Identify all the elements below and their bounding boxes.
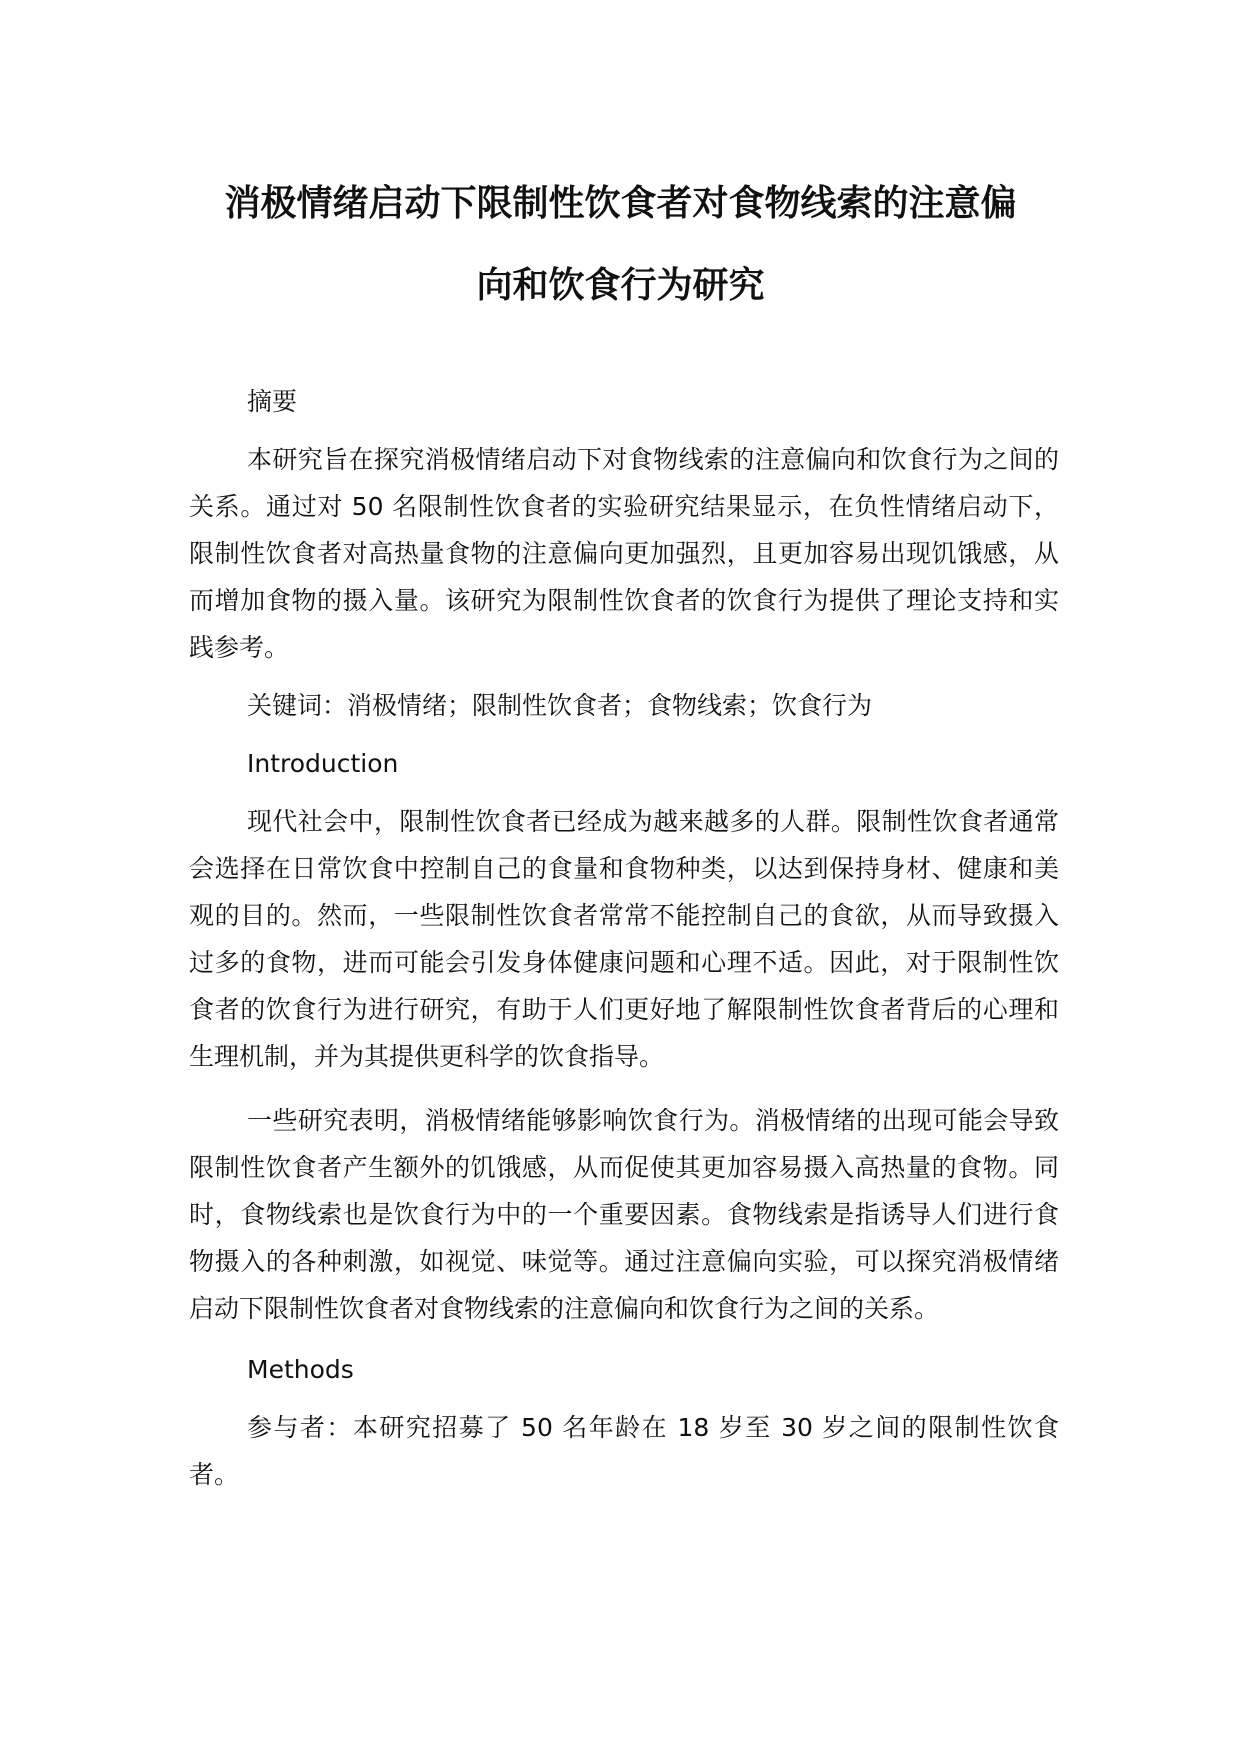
methods-heading: Methods bbox=[247, 1355, 354, 1384]
abstract-heading: 摘要 bbox=[247, 387, 298, 416]
abstract-paragraph: 本研究旨在探究消极情绪启动下对食物线索的注意偏向和饮食行为之间的关系。通过对 50 名限制性饮食者的实验研究结果显示，在负性情绪启动下，限制性饮食者对高热量食物的注意偏向更加强烈，且更加容易出现饥饿感，从而增加食物的摄入量。该研究为限制性饮食者的饮食行为提供了理论支持和实践参考。 bbox=[189, 445, 1059, 662]
introduction-paragraph-1: 现代社会中，限制性饮食者已经成为越来越多的人群。限制性饮食者通常会选择在日常饮食中控制自己的食量和食物种类，以达到保持身材、健康和美观的目的。然而，一些限制性饮食者常常不能控制自己的食欲，从而导致摄入过多的食物，进而可能会引发身体健康问题和心理不适。因此，对于限制性饮食者的饮食行为进行研究，有助于人们更好地了解限制性饮食者背后的心理和生理机制，并为其提供更科学的饮食指导。 bbox=[189, 807, 1059, 1071]
introduction-heading: Introduction bbox=[247, 749, 399, 778]
introduction-paragraph-2: 一些研究表明，消极情绪能够影响饮食行为。消极情绪的出现可能会导致限制性饮食者产生额外的饥饿感，从而促使其更加容易摄入高热量的食物。同时，食物线索也是饮食行为中的一个重要因素。食物线索是指诱导人们进行食物摄入的各种刺激，如视觉、味觉等。通过注意偏向实验，可以探究消极情绪启动下限制性饮食者对食物线索的注意偏向和饮食行为之间的关系。 bbox=[189, 1106, 1059, 1323]
participants-paragraph: 参与者：本研究招募了 50 名年龄在 18 岁至 30 岁之间的限制性饮食者。 bbox=[189, 1413, 1059, 1489]
document-title-line-1: 消极情绪启动下限制性饮食者对食物线索的注意偏 bbox=[224, 183, 1017, 224]
keywords-line: 关键词：消极情绪；限制性饮食者；食物线索；饮食行为 bbox=[247, 691, 873, 720]
document-body bbox=[189, 378, 1059, 1498]
document-title-line-2: 向和饮食行为研究 bbox=[476, 265, 765, 306]
